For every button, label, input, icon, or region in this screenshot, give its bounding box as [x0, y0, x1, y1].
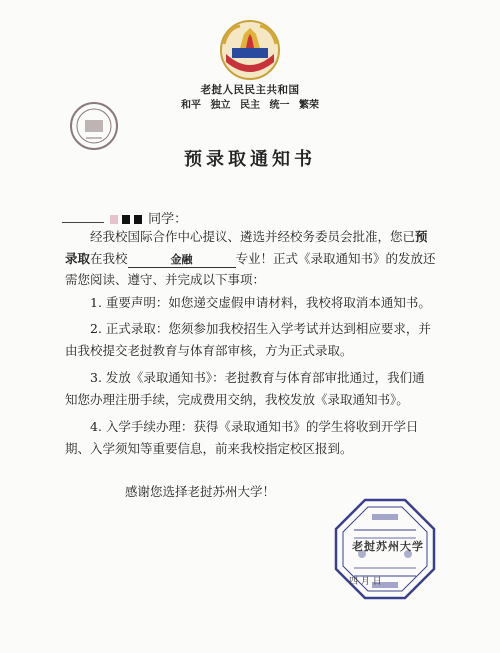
- national-emblem-icon: [218, 18, 282, 82]
- national-motto: 和平 独立 民主 统一 繁荣: [181, 100, 319, 111]
- intro-paragraph: [65, 226, 437, 291]
- thanks-line: 感谢您选择老挝苏州大学！: [125, 484, 276, 499]
- redaction-mark: [110, 215, 118, 224]
- letter-date: 四 月 日: [349, 577, 382, 587]
- university-signature: 老挝苏州大学: [352, 540, 424, 553]
- redaction-mark: [134, 215, 142, 224]
- intro-text: 经我校国际合作中心提议、遴选并经校务委员会批准，您已: [90, 229, 416, 244]
- salutation-text: 同学：: [148, 212, 188, 227]
- country-name: 老挝人民民主共和国: [200, 84, 300, 96]
- item-4: 4. 入学手续办理：获得《录取通知书》的学生将收到开学日期、入学须知等重要信息，前来我校指定校区报到。: [65, 419, 419, 456]
- item-3: 3. 发放《录取通知书》：老挝教育与体育部审批通过，我们通知您办理注册手续，完成费用交纳，我校发放《录取通知书》。: [65, 370, 425, 407]
- intro-text: 在我校: [90, 250, 128, 266]
- item-2: 2. 正式录取：您须参加我校招生入学考试并达到相应要求，并由我校提交老挝教育与体育部审核，方为正式录取。: [65, 321, 431, 358]
- intro-text: 专业！正式《录取通知书》的发放还需您阅读、遵守、并完成以下事项：: [65, 250, 436, 287]
- name-blank: [62, 212, 104, 223]
- pre-admission-word: 预录取: [65, 229, 428, 266]
- salutation: [62, 208, 187, 227]
- redaction-mark: [122, 215, 130, 224]
- item-1: 1. 重要声明：如您递交虚假申请材料，我校将取消本通知书。: [90, 295, 431, 310]
- letter-title: 预录取通知书: [184, 149, 316, 170]
- major-field: 金融: [128, 253, 236, 268]
